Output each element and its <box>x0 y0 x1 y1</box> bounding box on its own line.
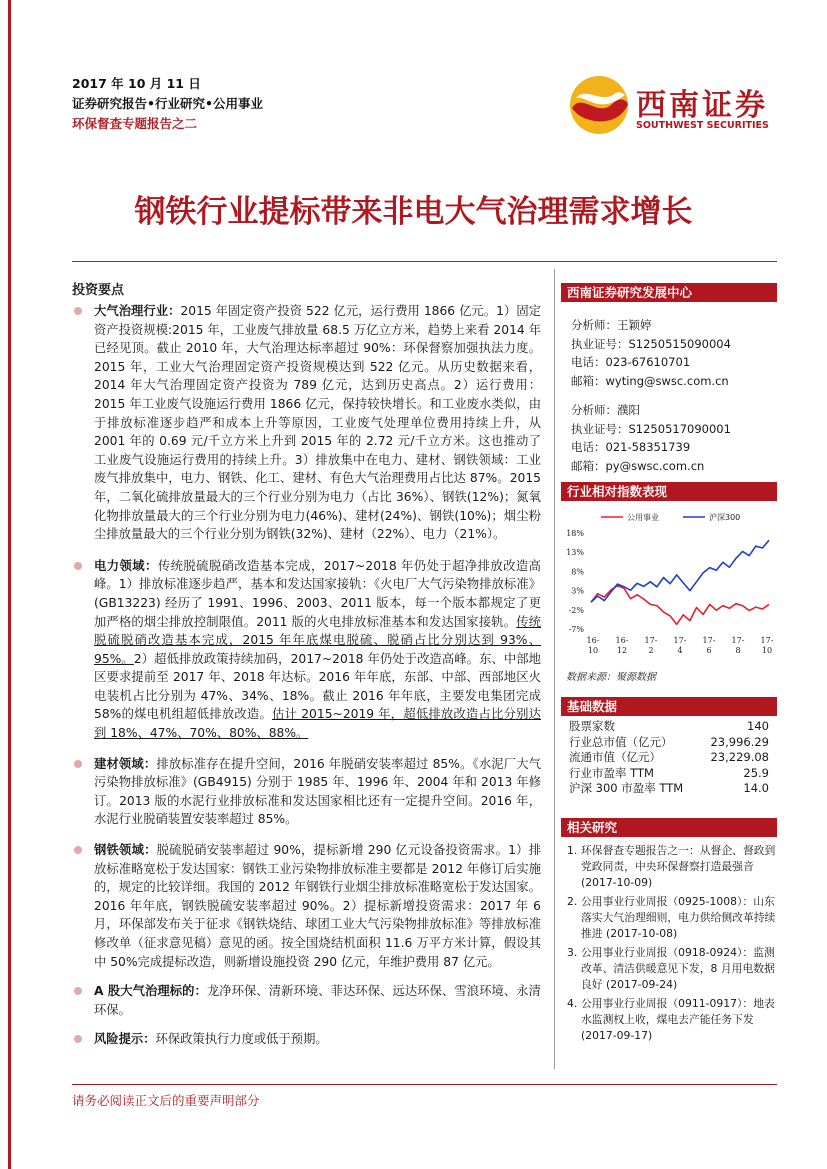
basic-data-section <box>561 697 777 797</box>
point-body: 传统脱硫脱硝改造基本完成，2017~2018 年仍处于超净排放改造高峰。1）排放标准逐步趋严，基本和发达国家接轨：《火电厂大气污染物排放标准》(GB13223) 经历了 1991、1996、2003、2011 版本，每一个版本都规定了更加严格的烟尘排放控制限值。2011 版的火电排放标准基本和发达国家接轨。 <box>94 558 541 629</box>
x-tick-label: 10 <box>587 646 599 655</box>
x-tick-label: 17- <box>673 636 687 645</box>
item-number: 1. <box>567 844 578 857</box>
basic-data-heading: 基础数据 <box>561 697 777 716</box>
row-value: 140 <box>747 719 769 733</box>
x-tick-label: 10 <box>761 646 773 655</box>
analyst-license: 执业证号：S1250515090004 <box>571 336 731 351</box>
bullet-icon <box>74 562 82 570</box>
key-points-heading: 投资要点 <box>72 283 125 298</box>
y-tick-label: -2% <box>568 605 584 615</box>
brand-name-en: SOUTHWEST SECURITIES <box>636 120 769 131</box>
legend-label: 公用事业 <box>627 513 659 522</box>
x-tick-label: 17- <box>644 636 658 645</box>
bullet-icon <box>74 760 82 768</box>
x-tick-label: 6 <box>706 646 712 655</box>
x-tick-label: 4 <box>677 646 683 655</box>
row-label: 流通市值（亿元） <box>569 750 661 765</box>
brand-emblem-icon <box>568 74 630 136</box>
point-air-industry <box>72 302 541 544</box>
y-tick-label: 13% <box>566 548 584 558</box>
x-tick-label: 17- <box>731 636 745 645</box>
related-report-link[interactable] <box>567 843 777 891</box>
point-power <box>72 557 541 743</box>
table-row <box>561 781 777 797</box>
report-date: 2017 年 10 月 11 日 <box>72 76 201 91</box>
bullet-icon <box>74 1035 82 1043</box>
disclaimer-note: 请务必阅读正文后的重要声明部分 <box>72 1093 260 1108</box>
basic-data-table <box>561 719 777 797</box>
item-number: 4. <box>567 997 578 1010</box>
row-label: 股票家数 <box>569 719 615 733</box>
y-tick-label: 18% <box>566 529 584 538</box>
analyst-name: 分析师：濮阳 <box>571 403 640 417</box>
row-label: 行业总市值（亿元） <box>569 734 673 749</box>
point-body: 2015 年固定资产投资 522 亿元，运行费用 1866 亿元。1）固定资产投资规模:2015 年，工业废气排放量 68.5 万亿立方米，趋势上来看 2014 年已经见顶。截止 2010 年，大气治理达标率超过 90%：环保督察加强执法力度。2015 年，工业大气治理固定资产投资规模达到 522 亿元。从历史数据来看，2014 年大气治理固定资产投资为 789 亿元，达到历史高点。2）运行费用：2015 年工业废气设施运行费用 1866 亿元，保持较快增长。和工业废水类似，由于排放标准逐步趋严和成本上升等原因，工业废气处理单位费用持续上升，从 2001 年的 0.69 元/千立方米上升到 2015 年的 2.72 元/千立方米。这也推动了工业废气设施运行费用的持续上升。3）排放集中在电力、建材、钢铁领域：工业废气排放集中，电力、钢铁、化工、建材、有色大气治理费用占比达 87%。2015 年，二氧化硫排放量最大的三个行业分别为电力（占比 36%）、钢铁(12%)；氮氧化物排放量最大的三个行业分别为电力(46%)、建材(24%)、钢铁(10%)；烟尘粉尘排放量最大的三个行业分别为钢铁(32%)、建材（22%）、电力（21%）。 <box>94 304 541 542</box>
related-research-section <box>561 818 777 1047</box>
chart-section <box>561 482 777 501</box>
point-lead: 风险提示： <box>94 1032 156 1047</box>
y-tick-label: 8% <box>571 567 584 577</box>
point-steel <box>72 841 541 971</box>
point-body-continued: 2）超低排放政策持续加码，2017~2018 年仍处于改造高峰。东、中部地区要求提前至 2017 年、2018 年达标。2016 年年底，东部、中部、西部地区火电装机占比分别为 47%、34%、18%。截止 2016 年年底，主要发电集团完成 58%的煤电机组超低排放改造。 <box>94 651 541 722</box>
point-highlight: 传统脱硫脱硝改造基本完成，2015 年年底煤电脱硫、脱硝占比分别达到 93%、95%。 <box>94 614 541 666</box>
x-tick-label: 2 <box>648 646 654 655</box>
point-risk <box>72 1030 541 1049</box>
report-title: 钢铁行业提标带来非电大气治理需求增长 <box>134 194 693 230</box>
analyst-license: 执业证号：S1250517090001 <box>571 421 731 436</box>
point-lead: 电力领域： <box>94 558 158 573</box>
bullet-icon <box>74 846 82 854</box>
report-meta <box>72 74 263 134</box>
related-report-text: 公用事业行业周报（0925-1008）：山东落实大气治理细则，电力供给侧改革持续推进 (2017-10-08) <box>581 895 776 940</box>
point-lead: 建材领域： <box>94 756 157 771</box>
row-value: 23,996.29 <box>710 734 769 749</box>
related-research-list <box>561 843 777 1044</box>
footer-divider <box>72 1084 777 1085</box>
x-tick-label: 16- <box>586 636 600 645</box>
chart-heading: 行业相对指数表现 <box>561 482 777 501</box>
point-body: 排放标准存在提升空间，2016 年脱硝安装率超过 85%。《水泥厂大气污染物排放标准》(GB4915) 分别于 1985 年、1996 年、2004 年和 2013 年修订。2013 版的水泥行业排放标准和发达国家相比还有一定提升空间。2016 年，水泥行业脱硝装置安装率超过 85%。 <box>94 756 541 827</box>
key-points-body <box>72 302 541 1049</box>
report-series-subtitle: 环保督查专题报告之二 <box>72 116 198 131</box>
point-lead: 大气治理行业： <box>94 304 181 318</box>
table-row <box>561 766 777 782</box>
table-row <box>561 719 777 735</box>
point-building-materials <box>72 755 541 829</box>
report-category: 证券研究报告•行业研究•公用事业 <box>72 96 263 111</box>
analyst-phone: 电话：023-67610701 <box>571 355 691 369</box>
title-divider <box>72 261 777 262</box>
related-report-link[interactable] <box>567 894 777 942</box>
row-value: 14.0 <box>743 781 769 796</box>
point-lead: 钢铁领域： <box>94 843 157 858</box>
point-body: 脱硫脱硝安装率超过 90%，提标新增 290 亿元设备投资需求。1）排放标准略宽松于发达国家：钢铁工业污染物排放标准主要都是 2012 年修订后实施的，规定的比较详细。我国的 2012 年钢铁行业烟尘排放标准略宽松于发达国家。2016 年年底，钢铁脱硫安装率超过 90%。2）提标新增投资需求：2017 年 6 月，环保部发布关于征求《钢铁烧结、球团工业大气污染物排放标准》等排放标准修改单（征求意见稿）意见的函。按全国烧结机面积 11.6 万平方米计算，假设其中 50%完成提标改造，则新增设施投资 290 亿元，年维护费用 87 亿元。 <box>94 843 541 969</box>
row-label: 沪深 300 市盈率 TTM <box>569 781 684 796</box>
point-body: 龙净环保、清新环境、菲达环保、远达环保、雪浪环境、永清环保。 <box>94 984 541 1017</box>
row-label: 行业市盈率 TTM <box>569 765 654 780</box>
related-report-text: 公用事业行业周报（0918-0924）：监测改革、清洁供暖意见下发，8 月用电数据良好 (2017-09-24) <box>581 946 775 991</box>
related-report-text: 公用事业行业周报（0911-0917）：地表水监测权上收，煤电去产能任务下发 (2017-09-17) <box>581 997 775 1042</box>
y-tick-label: 3% <box>571 586 584 596</box>
point-body: 环保政策执行力度或低于预期。 <box>155 1032 328 1047</box>
item-number: 2. <box>567 895 578 908</box>
column-divider <box>554 269 555 1069</box>
table-row <box>561 750 777 766</box>
row-value: 23,229.08 <box>710 750 769 765</box>
item-number: 3. <box>567 946 578 959</box>
bullet-icon <box>74 987 82 995</box>
bullet-icon <box>74 307 82 315</box>
related-research-heading: 相关研究 <box>561 818 777 837</box>
left-border-rule <box>8 0 11 1169</box>
row-value: 25.9 <box>743 765 769 780</box>
related-report-link[interactable] <box>567 996 777 1044</box>
x-tick-label: 16- <box>615 636 629 645</box>
related-report-link[interactable] <box>567 945 777 993</box>
brand-name-cn: 西南证券 <box>636 88 768 123</box>
chart-source: 数据来源：聚源数据 <box>566 672 656 683</box>
x-tick-label: 8 <box>735 646 741 655</box>
relative-index-chart <box>561 503 777 671</box>
point-a-share-targets <box>72 982 541 1019</box>
brand-logo <box>568 74 768 138</box>
research-center-header: 西南证券研究发展中心 <box>561 283 777 302</box>
series-line <box>591 586 769 625</box>
table-row <box>561 735 777 751</box>
analyst-email[interactable]: 邮箱：wyting@swsc.com.cn <box>571 373 729 388</box>
series-line <box>591 540 769 602</box>
analyst-phone: 电话：021-58351739 <box>571 440 691 454</box>
analyst-name: 分析师：王颖婷 <box>571 318 652 332</box>
x-tick-label: 12 <box>616 646 628 655</box>
analyst-email[interactable]: 邮箱：py@swsc.com.cn <box>571 458 705 473</box>
related-report-text: 环保督查专题报告之一：从督企、督政到党政同责，中央环保督察打造最强音 (2017-10-09) <box>581 844 776 889</box>
point-highlight-estimate: 估计 2015~2019 年，超低排放改造占比分别达到 18%、47%、70%、80%、88%。 <box>94 707 541 741</box>
chart-canvas <box>561 503 777 671</box>
analyst-contacts <box>561 283 777 475</box>
legend-label: 沪深300 <box>709 513 741 522</box>
x-tick-label: 17- <box>702 636 716 645</box>
y-tick-label: -7% <box>568 625 584 634</box>
point-lead: A 股大气治理标的： <box>94 984 207 999</box>
x-tick-label: 17- <box>760 636 774 645</box>
